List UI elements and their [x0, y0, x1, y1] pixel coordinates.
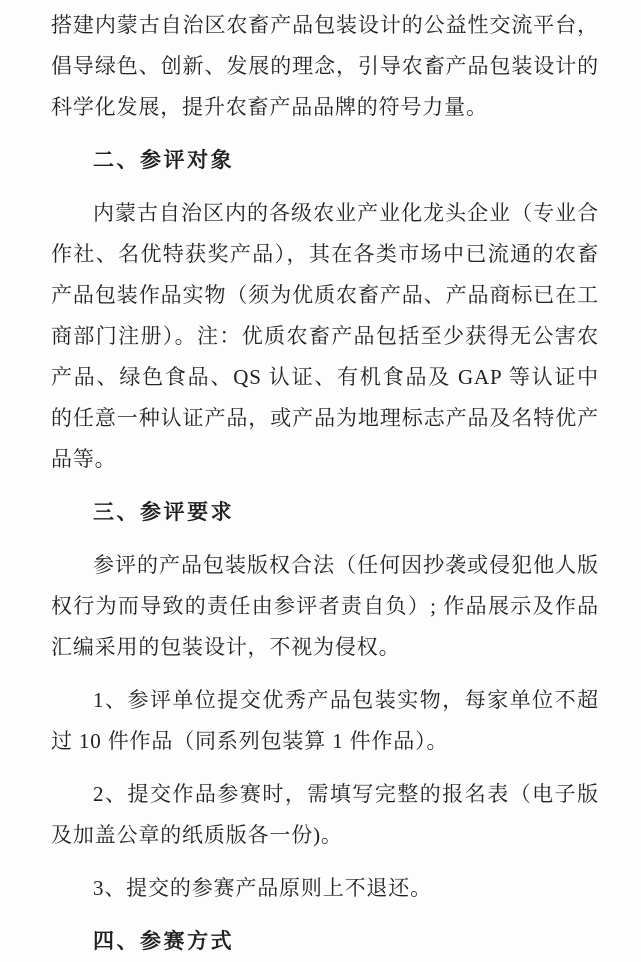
- paragraph-requirement-item-3: 3、提交的参赛产品原则上不退还。: [93, 876, 432, 900]
- paragraph-requirement-item-2: 2、提交作品参赛时，需填写完整的报名表（电子版及加盖公章的纸质版各一份)。: [51, 782, 599, 847]
- paragraph-requirement-item-1: 1、参评单位提交优秀产品包装实物，每家单位不超过 10 件作品（同系列包装算 1 件作品）。: [51, 688, 599, 753]
- section-heading-participation-objects: 二、参评对象: [93, 148, 235, 172]
- paragraph-eligible-entities: 内蒙古自治区内的各级农业产业化龙头企业（专业合作社、名优特获奖产品），其在各类市场中已流通的农畜产品包装作品实物（须为优质农畜产品、产品商标已在工商部门注册）。注：优质农畜产品包括至少获得无公害农产品、绿色食品、QS 认证、有机食品及 GAP 等认证中的任意一种认证产品，或产品为地理标志产品及名特优产品等。: [51, 201, 599, 471]
- section-heading-participation-requirements: 三、参评要求: [93, 500, 235, 524]
- section-heading-entry-method: 四、参赛方式: [93, 929, 235, 953]
- paragraph-platform-continuation: 搭建内蒙古自治区农畜产品包装设计的公益性交流平台，倡导绿色、创新、发展的理念，引导农畜产品包装设计的科学化发展，提升农畜产品品牌的符号力量。: [51, 13, 599, 119]
- paragraph-copyright-requirement: 参评的产品包装版权合法（任何因抄袭或侵犯他人版权行为而导致的责任由参评者责自负）; 作品展示及作品汇编采用的包装设计，不视为侵权。: [51, 553, 599, 659]
